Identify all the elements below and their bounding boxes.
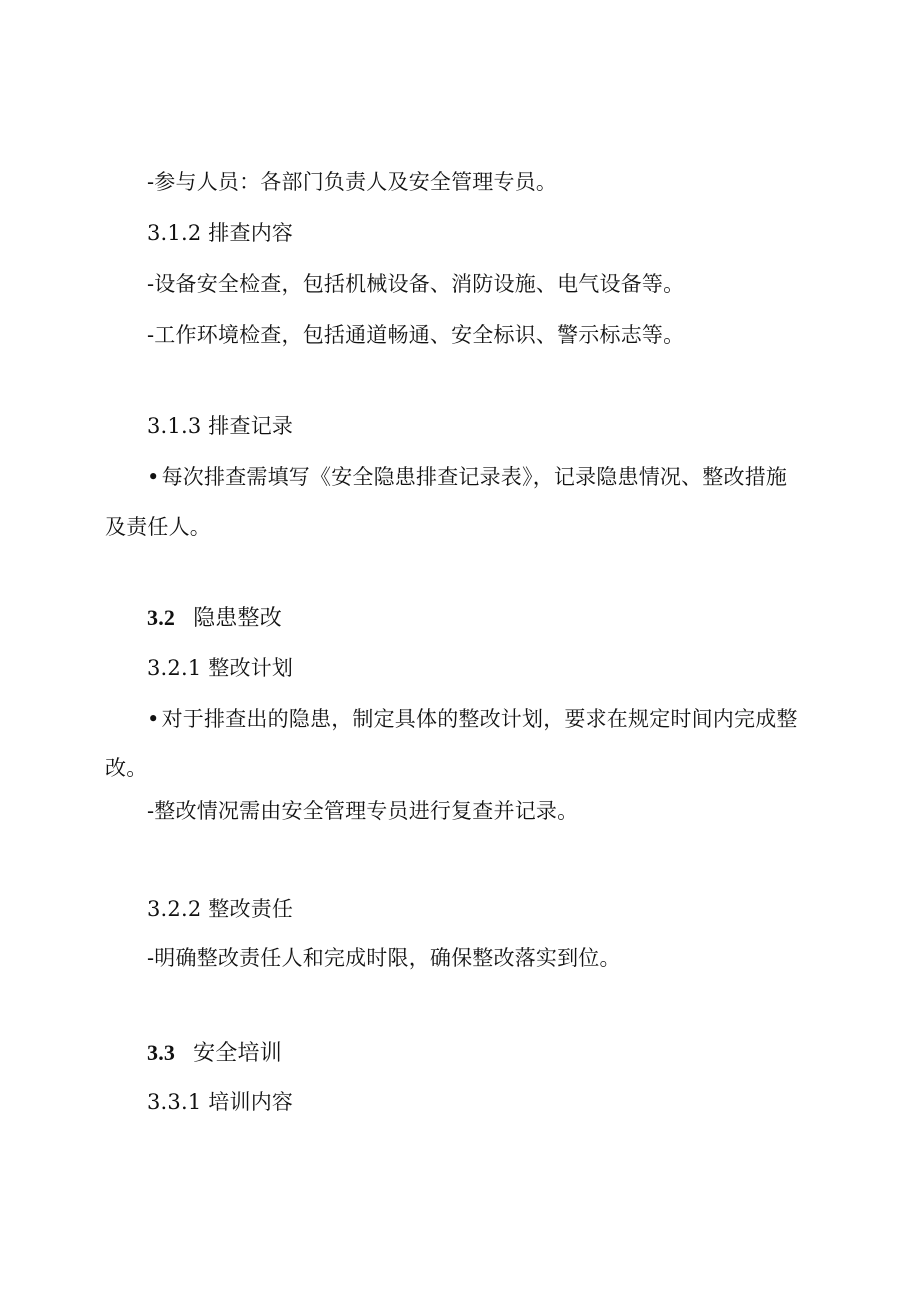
participants-line: -参与人员：各部门负责人及安全管理专员。 [147, 170, 558, 194]
section-heading-3-2 [147, 604, 282, 633]
record-paragraph-text-1: 每次排查需填写《安全隐患排查记录表》，记录隐患情况、整改措施 [161, 465, 788, 489]
section-heading-3-3 [147, 1039, 282, 1068]
subsection-heading-3-2-1: 3.2.1 整改计划 [147, 656, 294, 680]
subsection-heading-3-2-2: 3.2.2 整改责任 [147, 897, 294, 921]
responsibility-line: -明确整改责任人和完成时限，确保整改落实到位。 [147, 946, 621, 970]
plan-paragraph-text-1: 对于排查出的隐患，制定具体的整改计划，要求在规定时间内完成整 [161, 707, 798, 731]
subsection-heading-3-1-2: 3.1.2 排查内容 [147, 221, 294, 245]
bullet-marker: • [147, 465, 160, 489]
review-line: -整改情况需由安全管理专员进行复查并记录。 [147, 799, 579, 823]
section-title: 隐患整改 [193, 606, 282, 631]
equipment-check-line: -设备安全检查，包括机械设备、消防设施、电气设备等。 [147, 272, 685, 296]
plan-paragraph-line-1 [147, 706, 798, 732]
record-paragraph-line-2: 及责任人。 [105, 515, 211, 539]
section-title: 安全培训 [193, 1041, 282, 1066]
subsection-heading-3-3-1: 3.3.1 培训内容 [147, 1090, 294, 1114]
bullet-marker: • [147, 707, 160, 731]
subsection-heading-3-1-3: 3.1.3 排查记录 [147, 414, 294, 438]
section-number: 3.3 [147, 1040, 176, 1065]
plan-paragraph-line-2: 改。 [105, 756, 148, 780]
section-number: 3.2 [147, 605, 176, 630]
record-paragraph-line-1 [147, 464, 787, 490]
environment-check-line: -工作环境检查，包括通道畅通、安全标识、警示标志等。 [147, 323, 685, 347]
